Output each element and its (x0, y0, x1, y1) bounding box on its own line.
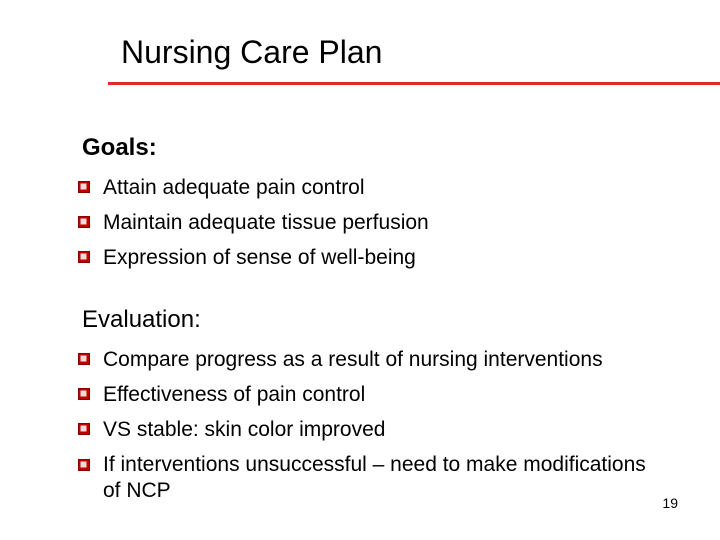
checkbox-bullet-icon (78, 353, 90, 365)
checkbox-bullet-icon (78, 181, 90, 193)
goal-text: Attain adequate pain control (103, 176, 365, 199)
list-item (78, 377, 663, 412)
checkbox-bullet-icon (78, 423, 90, 435)
goal-text: Maintain adequate tissue perfusion (103, 211, 429, 234)
evaluation-text: If interventions unsuccessful – need to make modifications of NCP (103, 453, 646, 502)
evaluation-heading: Evaluation: (82, 306, 201, 333)
checkbox-bullet-icon (78, 459, 90, 471)
checkbox-bullet-icon (78, 216, 90, 228)
list-item (78, 412, 663, 447)
list-item (78, 342, 663, 377)
evaluation-text: Compare progress as a result of nursing interventions (103, 348, 603, 371)
goals-heading: Goals: (82, 134, 157, 161)
slide-title: Nursing Care Plan (121, 34, 383, 70)
title-underline-divider (108, 82, 720, 85)
list-item (78, 240, 429, 275)
page-number: 19 (662, 495, 678, 511)
goal-text: Expression of sense of well-being (103, 246, 416, 269)
list-item (78, 447, 663, 504)
list-item (78, 205, 429, 240)
checkbox-bullet-icon (78, 388, 90, 400)
evaluation-text: VS stable: skin color improved (103, 418, 386, 441)
evaluation-text: Effectiveness of pain control (103, 383, 366, 406)
goals-list (78, 170, 429, 275)
checkbox-bullet-icon (78, 251, 90, 263)
evaluation-list (78, 342, 663, 504)
list-item (78, 170, 429, 205)
